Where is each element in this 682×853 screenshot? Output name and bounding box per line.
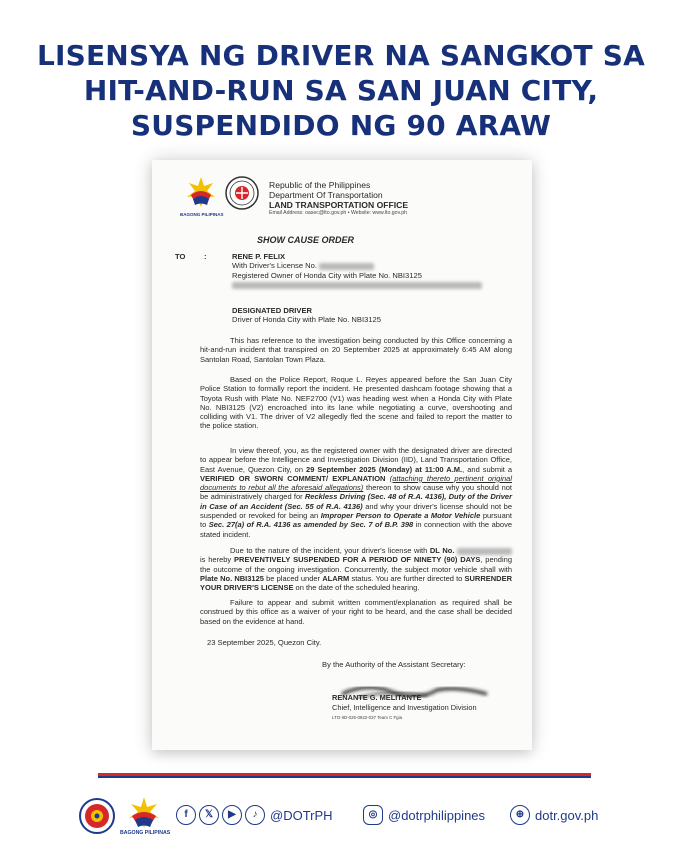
designated-driver-block — [232, 306, 512, 325]
attachment-note: (attaching thereto pertinent original documents to rebut all the aforesaid allegations) — [200, 473, 513, 493]
bagong-pilipinas-footer-logo — [125, 796, 163, 830]
redacted-address — [232, 282, 482, 289]
footer-bar — [0, 790, 682, 840]
suspension-notice: PREVENTIVELY SUSPENDED FOR A PERIOD OF NINETY (90) DAYS — [234, 555, 481, 565]
authority-line: By the Authority of the Assistant Secretary: — [322, 660, 466, 669]
license-line-text: With Driver's License No. — [232, 261, 318, 271]
alarm-status: ALARM — [322, 573, 350, 583]
designated-driver-heading: DESIGNATED DRIVER — [232, 306, 313, 315]
to-label: TO — [175, 252, 186, 261]
headline-line-2: HIT-AND-RUN SA SAN JUAN CITY, — [83, 74, 599, 107]
paragraph-2-text: Based on the Police Report, Roque L. Reyes appeared before the San Juan City Police Station to formally report the incident. He presented dashcam footage showing that a Toyota Rush with Plate No. NEF2700 (V1) was heading west when a Honda City with Plate No. NBI3125 (V2) encroached into its lane while negotiating a curve, overshooting and colliding with V1. The driver of V2 allegedly fled the scene and failed to report the matter to the police station. — [200, 375, 512, 431]
addressee-owner-line: Registered Owner of Honda City with Plate No. NBI3125 — [232, 270, 422, 280]
youtube-icon[interactable]: ▶ — [222, 805, 242, 825]
dotr-seal-logo — [79, 798, 115, 834]
charges: Reckless Driving (Sec. 48 of R.A. 4136), Duty of the Driver in Case of an Accident (Sec. 55 of R.A. 4136) — [200, 492, 512, 511]
p4-segment: on the date of the scheduled hearing. — [293, 583, 420, 593]
letterhead-line-2: Department Of Transportation — [269, 190, 383, 200]
letterhead-contact: Email Address: oasec@lto.gov.ph • Website: www.lto.gov.ph — [269, 210, 407, 216]
bagong-pilipinas-label: BAGONG PILIPINAS — [180, 212, 224, 217]
hearing-date: 29 September 2025 (Monday) at 11:00 A.M. — [306, 464, 463, 474]
document-title: SHOW CAUSE ORDER — [257, 235, 355, 245]
bagong-pilipinas-footer-label: BAGONG PILIPINAS — [120, 830, 171, 836]
instagram-handle[interactable]: @dotrphilippines — [388, 808, 486, 823]
addressee-block — [232, 252, 512, 290]
dotr-social-handle[interactable]: @DOTrPH — [270, 808, 333, 823]
reference-code: LTO-IID-025-0922-037 Team C Fgia — [332, 715, 403, 720]
comment-requirement: VERIFIED OR SWORN COMMENT/ EXPLANATION — [200, 473, 386, 483]
globe-icon[interactable]: ⊕ — [510, 805, 530, 825]
paragraph-1 — [200, 336, 512, 364]
paragraph-5-text: Failure to appear and submit written comment/explanation as required shall be construed by this office as a waiver of your right to be heard, and the case shall be decided based on the evidence at hand. — [200, 598, 512, 626]
paragraph-5 — [200, 598, 512, 626]
addressee-license-line — [232, 261, 512, 270]
improper-person-charge: Improper Person to Operate a Motor Vehicle — [320, 511, 481, 521]
tiktok-icon[interactable]: ♪ — [245, 805, 265, 825]
p3-segment: thereon to show cause why you should not be administratively charged for — [200, 483, 512, 502]
redacted-license-number — [319, 263, 374, 270]
signatory-name: RENANTE G. MELITANTE — [332, 693, 422, 702]
date-line: 23 September 2025, Quezon City. — [207, 638, 322, 647]
p3-segment: , and submit a — [462, 464, 512, 474]
headline — [0, 38, 682, 143]
footer-divider-blue — [98, 776, 591, 778]
to-colon: : — [204, 252, 207, 261]
dl-label: DL No. — [429, 546, 455, 555]
surrender-directive: SURRENDER YOUR DRIVER'S LICENSE — [200, 573, 513, 593]
website-link[interactable]: dotr.gov.ph — [535, 808, 599, 823]
headline-line-1: LISENSYA NG DRIVER NA SANGKOT SA — [36, 39, 646, 72]
letterhead-office: LAND TRANSPORTATION OFFICE — [269, 200, 409, 210]
p4-segment: , pending the outcome of the ongoing investigation. Concurrently, the subject motor vehicle shall with — [200, 555, 512, 574]
plate-number: Plate No. NBI3125 — [200, 573, 264, 583]
p3-segment: pursuant to — [200, 511, 513, 530]
instagram-icon[interactable]: ◎ — [363, 805, 383, 825]
letterhead — [269, 180, 499, 217]
legal-basis: Sec. 27(a) of R.A. 4136 as amended by Sec. 7 of B.P. 398 — [208, 520, 414, 530]
paragraph-4 — [200, 546, 512, 592]
facebook-icon[interactable]: f — [176, 805, 196, 825]
p3-segment: in connection with the above stated incident. — [200, 520, 512, 539]
addressee-name: RENE P. FELIX — [232, 252, 286, 261]
signatory-title: Chief, Intelligence and Investigation Division — [332, 703, 477, 712]
redacted-address-line — [232, 280, 512, 289]
bagong-pilipinas-logo — [185, 175, 217, 209]
p3-segment: and why your driver's license should not be suspended or revoked for being an — [200, 501, 512, 521]
p4-segment: Due to the nature of the incident, your driver's license with — [230, 546, 430, 555]
paragraph-2 — [200, 375, 512, 431]
p4-segment: status. You are further directed to — [349, 573, 465, 583]
headline-line-3: SUSPENDIDO NG 90 ARAW — [130, 109, 552, 142]
designated-driver-line: Driver of Honda City with Plate No. NBI3125 — [232, 315, 381, 325]
p4-segment: is hereby — [200, 555, 235, 565]
p4-segment: be placed under — [263, 573, 323, 583]
show-cause-order-document — [152, 160, 532, 750]
p3-segment: In view thereof, you, as the registered owner with the designated driver are directed to appear before the Intelligence and Investigation Division (IID), Land Transportation Office, East Avenue, Quezon City, on — [200, 446, 512, 474]
x-icon[interactable]: 𝕏 — [199, 805, 219, 825]
paragraph-3 — [200, 446, 512, 539]
redacted-dl-number — [457, 548, 512, 555]
lto-seal — [225, 176, 259, 210]
letterhead-line-1: Republic of the Philippines — [269, 180, 371, 190]
paragraph-1-text: This has reference to the investigation being conducted by this Office concerning a hit-and-run incident that transpired on 20 September 2025 at approximately 6:45 AM along Santolan Road, Santolan Town Plaza. — [200, 336, 512, 364]
